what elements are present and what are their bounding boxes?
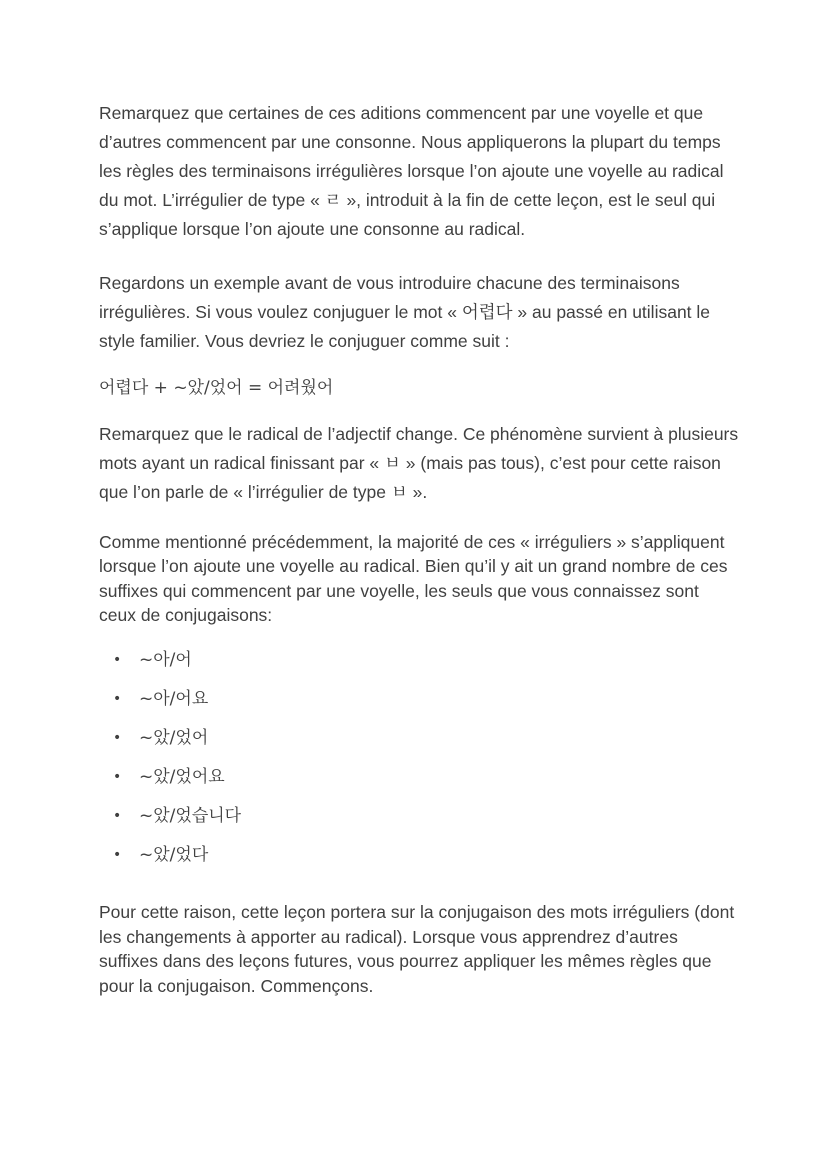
bullet-icon: • [113,768,122,785]
list-item [99,726,739,765]
list-item [99,687,739,726]
list-item [99,804,739,843]
bullet-icon: • [113,651,122,668]
bullet-icon: • [113,729,122,746]
bullet-icon: • [113,690,122,707]
suffix-text: ~았/었습니다 [139,805,242,826]
list-item [99,648,739,687]
conjugation-formula: 어렵다 + ~았/었어 = 어려웠어 [99,378,334,398]
paragraph-example-intro: Regardons un exemple avant de vous introduire chacune des terminaisons irrégulières. Si vous voulez conjuguer le mot « 어렵다 » au passé en utilisant le style familier. Vous devriez le conjuguer comme suit : [99,273,711,351]
suffix-text: ~아/어 [139,649,192,670]
paragraph-conclusion: Pour cette raison, cette leçon portera sur la conjugaison des mots irréguliers (dont les changements à apporter au radical). Lorsque vous apprendrez d’autres suffixes dans des leçons futures, vous pourrez appliquer les mêmes règles que pour la conjugaison. Commençons. [99,901,735,996]
suffix-text: ~아/어요 [139,688,209,709]
suffix-text: ~았/었어요 [139,766,225,787]
paragraph-irregulars: Comme mentionné précédemment, la majorité de ces « irréguliers » s’appliquent lorsque l’on ajoute une voyelle au radical. Bien qu’il y ait un grand nombre de ces suffixes qui commencent par une voyelle, les seuls que vous connaissez sont ceux de conjugaisons: [99,531,728,626]
document-page [99,99,739,998]
bullet-icon: • [113,846,122,863]
list-item [99,843,739,882]
list-item [99,765,739,804]
paragraph-intro: Remarquez que certaines de ces aditions commencent par une voyelle et que d’autres commencent par une consonne. Nous appliquerons la plupart du temps les règles des terminaisons irrégulières lorsque l’on ajoute une voyelle au radical du mot. L’irrégulier de type « ㄹ », introduit à la fin de cette leçon, est le seul qui s’applique lorsque l’on ajoute une consonne au radical. [99,103,724,239]
paragraph-radical-change: Remarquez que le radical de l’adjectif change. Ce phénomène survient à plusieurs mots ayant un radical finissant par « ㅂ » (mais pas tous), c’est pour cette raison que l’on parle de « l’irrégulier de type ㅂ ». [99,423,739,502]
suffix-text: ~았/었어 [139,727,209,748]
suffix-list [99,648,739,882]
bullet-icon: • [113,807,122,824]
suffix-text: ~았/었다 [139,844,209,865]
